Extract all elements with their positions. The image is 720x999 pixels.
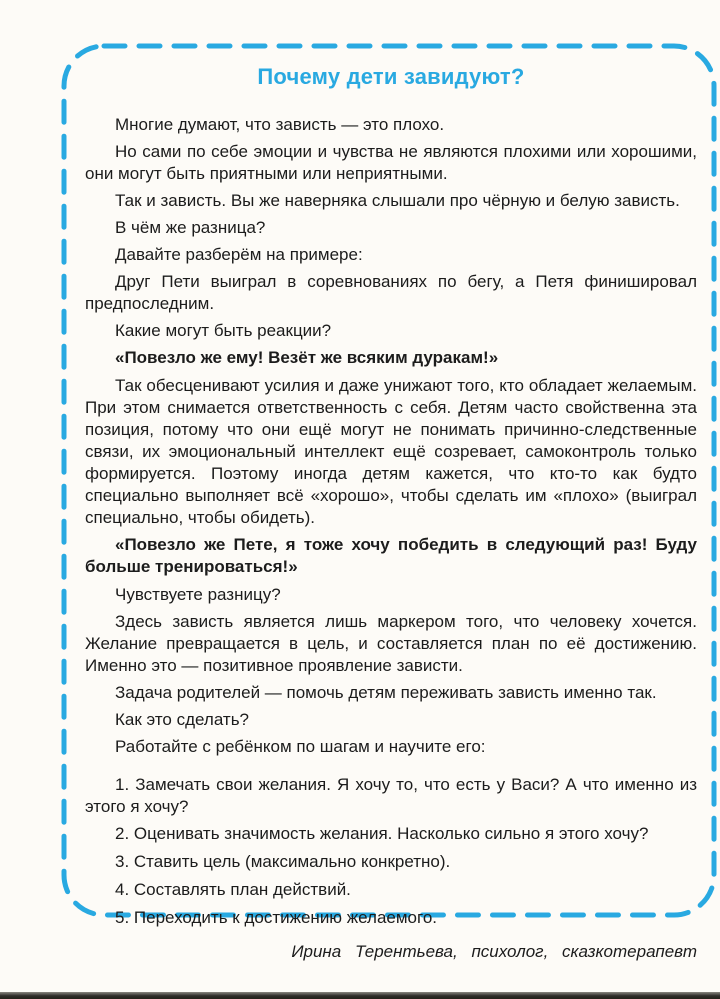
author-signature: Ирина Терентьева, психолог, сказкотерапевт [291, 942, 697, 961]
paragraph: Какие могут быть реакции? [115, 321, 332, 340]
paragraph: Многие думают, что зависть — это плохо. [115, 115, 445, 134]
page-bottom-edge [0, 992, 720, 999]
paragraph: Как это сделать? [115, 710, 249, 729]
article-body [85, 114, 697, 963]
paragraph: Задача родителей — помочь детям переживать зависть именно так. [115, 683, 657, 702]
paragraph: В чём же разница? [115, 218, 266, 237]
paragraph: Давайте разберём на примере: [115, 245, 363, 264]
paragraph: Чувствуете разницу? [115, 585, 281, 604]
paragraph: Работайте с ребёнком по шагам и научите его: [115, 737, 486, 756]
article-page [85, 64, 697, 968]
paragraph: 5. Переходить к достижению желаемого. [115, 908, 438, 927]
paragraph: Так и зависть. Вы же наверняка слышали про чёрную и белую зависть. [115, 191, 680, 210]
paragraph: Но сами по себе эмоции и чувства не являются плохими или хорошими, они могут быть приятными или неприятными. [85, 142, 697, 183]
paragraph: Друг Пети выиграл в соревнованиях по бегу, а Петя финишировал предпоследним. [85, 272, 697, 313]
paragraph: «Повезло же Пете, я тоже хочу победить в следующий раз! Буду больше тренироваться!» [85, 535, 697, 576]
page-title: Почему дети завидуют? [257, 64, 525, 89]
paragraph: «Повезло же ему! Везёт же всяким дуракам!» [115, 348, 499, 367]
paragraph: 2. Оценивать значимость желания. Насколько сильно я этого хочу? [115, 824, 649, 843]
paragraph: 4. Составлять план действий. [115, 880, 351, 899]
paragraph: 3. Ставить цель (максимально конкретно). [115, 852, 451, 871]
paragraph: Здесь зависть является лишь маркером того, что человеку хочется. Желание превращается в цель, и составляется план по её достижению. Именно это — позитивное проявление зависти. [85, 612, 697, 675]
paragraph: Так обесценивают усилия и даже унижают того, кто обладает желаемым. При этом снимается ответственность с себя. Детям часто свойственна эта позиция, потому что они ещё могут не понимать причинно-следственные связи, их эмоциональный интеллект ещё созревает, самоконтроль только формируется. Поэтому иногда детям кажется, что кто-то как будто специально выполняет всё «хорошо», чтобы сделать им «плохо» (выиграл специально, чтобы обидеть). [85, 376, 697, 527]
paragraph: 1. Замечать свои желания. Я хочу то, что есть у Васи? А что именно из этого я хочу? [85, 775, 697, 816]
